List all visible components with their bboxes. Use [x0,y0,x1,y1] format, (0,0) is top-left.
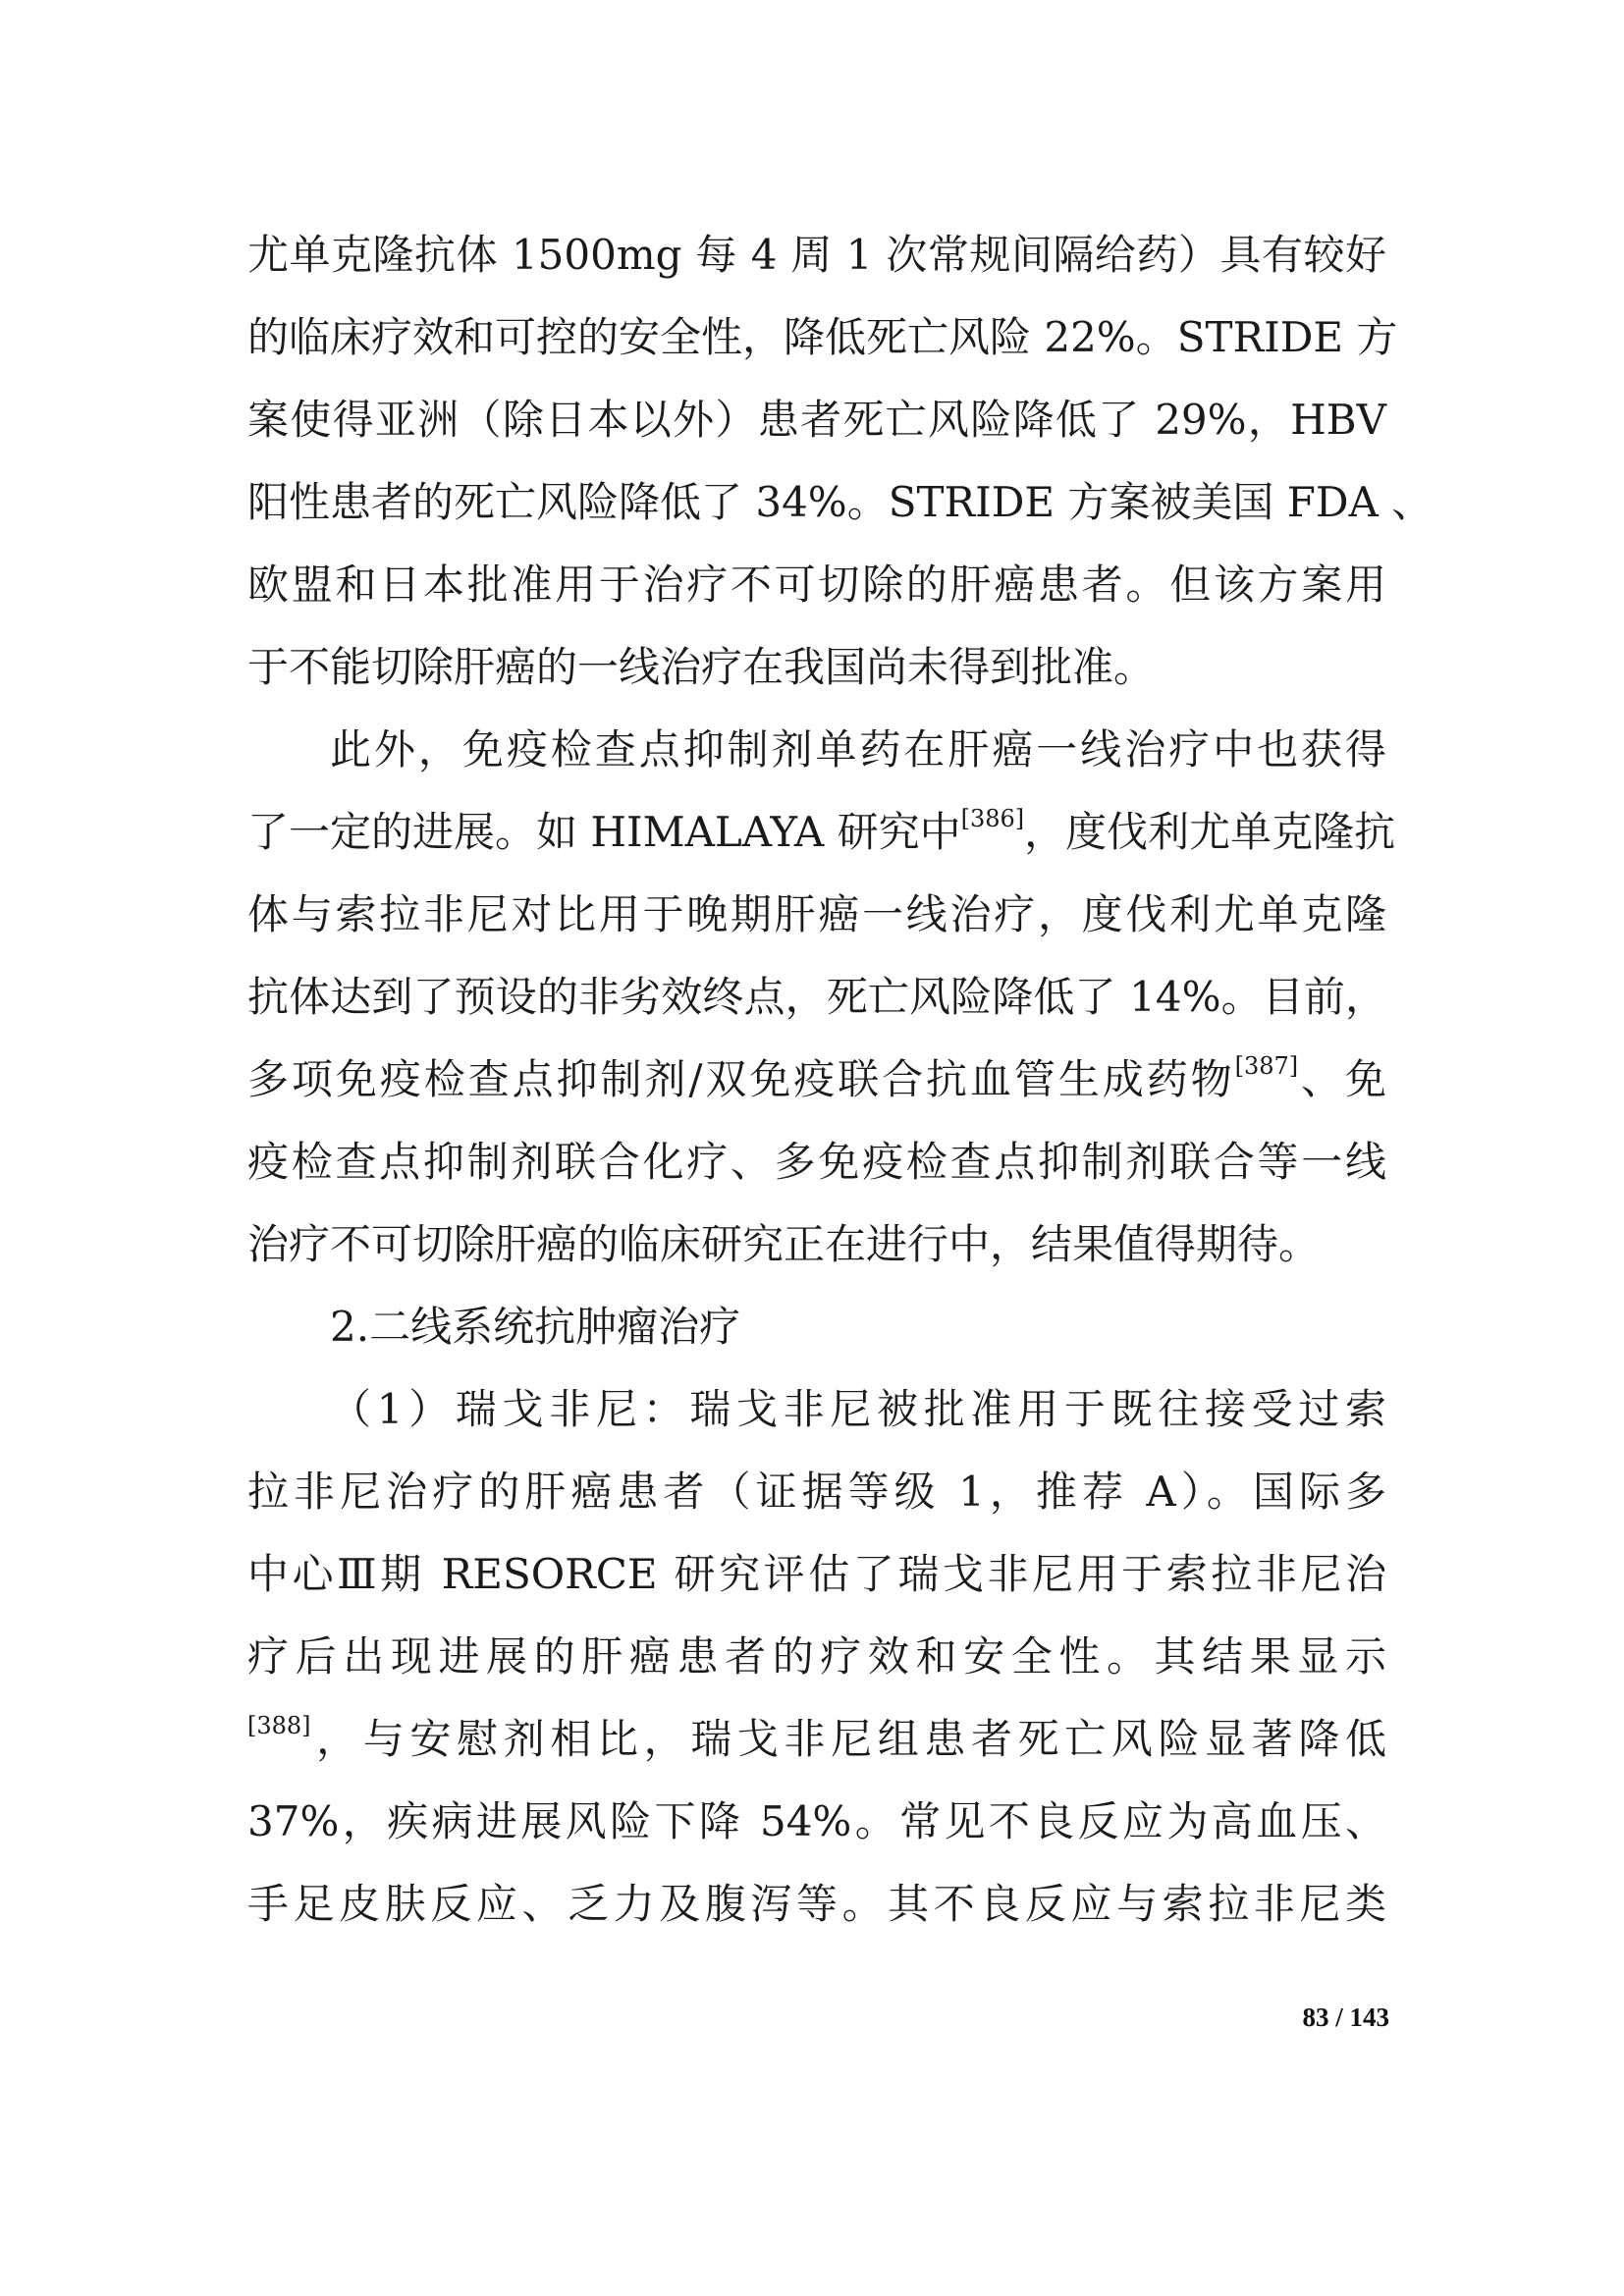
paragraph-3-line-1: （1）瑞戈非尼：瑞戈非尼被批准用于既往接受过索 [330,1385,1386,1433]
paragraph-1-line-3: 案使得亚洲（除日本以外）患者死亡风险降低了 29%，HBV [247,396,1386,444]
paragraph-3-line-5 [247,1698,1386,1781]
page-body [247,214,1434,1946]
paragraph-2-line-1: 此外，免疫检查点抑制剂单药在肝癌一线治疗中也获得 [330,725,1386,774]
paragraph-1-line-5: 欧盟和日本批准用于治疗不可切除的肝癌患者。但该方案用 [247,561,1386,609]
paragraph-2-line-5-text-b: 、免 [1298,1055,1386,1103]
section-heading: 2.二线系统抗肿瘤治疗 [330,1303,741,1351]
paragraph-2-line-6: 疫检查点抑制剂联合化疗、多免疫检查点抑制剂联合等一线 [247,1138,1386,1186]
paragraph-3-line-2: 拉非尼治疗的肝癌患者（证据等级 1，推荐 A）。国际多 [247,1468,1386,1516]
paragraph-3-line-5-text: ，与安慰剂相比，瑞戈非尼组患者死亡风险显著降低 [310,1715,1386,1763]
paragraph-1-line-6: 于不能切除肝癌的一线治疗在我国尚未得到批准。 [247,643,1156,691]
page-number: 83 / 143 [1302,2002,1389,2032]
paragraph-2-line-2 [247,791,1396,874]
paragraph-2-line-2-text-b: ，度伐利尤单克隆抗 [1024,808,1396,856]
citation-388: [388] [247,1712,311,1739]
paragraph-2-line-5 [247,1039,1386,1121]
paragraph-2-line-2-text-a: 了一定的进展。如 HIMALAYA 研究中 [247,808,961,856]
paragraph-2-line-3: 体与索拉非尼对比用于晚期肝癌一线治疗，度伐利尤单克隆 [247,890,1386,938]
paragraph-2-line-5-text-a: 多项免疫检查点抑制剂/双免疫联合抗血管生成药物 [247,1055,1235,1103]
paragraph-3-line-4: 疗后出现进展的肝癌患者的疗效和安全性。其结果显示 [247,1632,1386,1681]
paragraph-1-line-4: 阳性患者的死亡风险降低了 34%。STRIDE 方案被美国 FDA 、 [247,478,1434,526]
paragraph-1-line-1: 尤单克隆抗体 1500mg 每 4 周 1 次常规间隔给药）具有较好 [247,231,1386,279]
paragraph-3-line-7: 手足皮肤反应、乏力及腹泻等。其不良反应与索拉非尼类 [247,1880,1386,1928]
citation-387: [387] [1234,1052,1299,1080]
paragraph-3-line-6: 37%，疾病进展风险下降 54%。常见不良反应为高血压、 [247,1797,1386,1845]
paragraph-2-line-4: 抗体达到了预设的非劣效终点，死亡风险降低了 14%。目前， [247,973,1386,1021]
paragraph-3-line-3: 中心Ⅲ期 RESORCE 研究评估了瑞戈非尼用于索拉非尼治 [247,1550,1386,1598]
citation-386: [386] [960,805,1025,832]
paragraph-2-line-7: 治疗不可切除肝癌的临床研究正在进行中，结果值得期待。 [247,1220,1321,1268]
paragraph-1-line-2: 的临床疗效和可控的安全性，降低死亡风险 22%。STRIDE 方 [247,313,1398,361]
